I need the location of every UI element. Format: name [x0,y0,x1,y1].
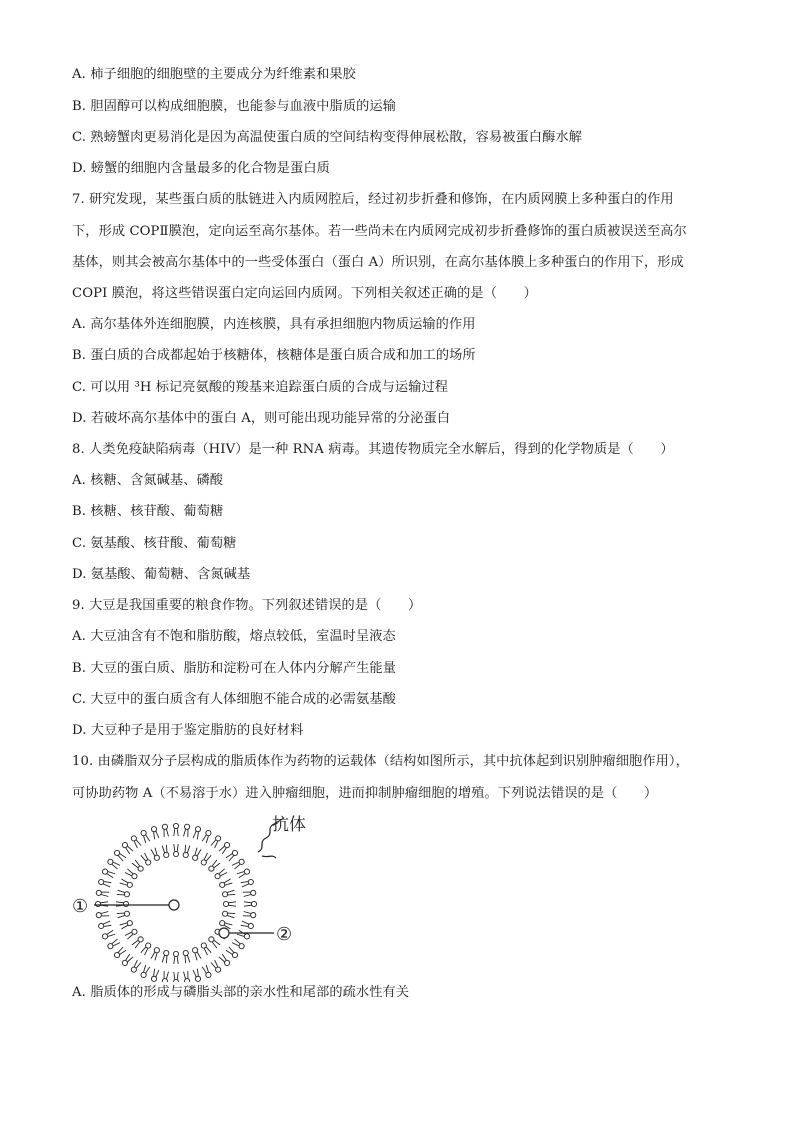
phospholipid-head [151,976,156,981]
phospholipid-head [141,972,146,977]
phospholipid-head [96,890,101,895]
phospholipid-head [173,823,178,828]
phospholipid-head [141,830,146,835]
phospholipid-head [146,860,151,865]
phospholipid-head [132,874,137,879]
phospholipid-head [162,824,167,829]
q8-option-b: B. 核糖、核苷酸、葡萄糖 [72,504,224,519]
phospholipid-head [193,948,198,953]
phospholipid-head [138,866,143,871]
q8-option-c: C. 氨基酸、核苷酸、葡萄糖 [72,536,237,551]
q7-stem-line-2: 下，形成 COPⅡ膜泡，定向运至高尔基体。若一些尚未在内质网完成初步折叠修饰的蛋白质被误送至高尔 [72,224,687,239]
phospholipid-head [154,948,159,953]
phospholipid-head [123,901,128,906]
phospholipid-head [162,979,167,982]
phospholipid-head [127,921,132,926]
phospholipid-head [185,824,190,829]
phospholipid-head [95,901,100,906]
phospholipid-head [195,827,200,832]
phospholipid-head [216,967,221,972]
phospholipid-head [224,842,229,847]
q10-stem-line-2: 可协助药物 A（不易溶于水）进入肿瘤细胞，进而抑制肿瘤细胞的增殖。下列说法错误的是（ ） [72,786,658,801]
phospholipid-head [232,850,237,855]
q7-stem-line-1: 7. 研究发现，某些蛋白质的肽链进入内质网腔后，经过初步折叠和修饰，在内质网膜上多种蛋白的作用 [72,192,674,207]
phospholipid-head [248,923,253,928]
phospholipid-head [132,929,137,934]
marker-2-dot [219,928,229,938]
phospholipid-head [154,855,159,860]
phospholipid-head [124,892,129,897]
q7-stem-line-4: COPI 膜泡，将这些错误蛋白定向运回内质网。下列相关叙述正确的是（ ） [72,286,537,301]
phospholipid-head [216,836,221,841]
q9-option-d: D. 大豆种子是用于鉴定脂肪的良好材料 [72,723,304,738]
phospholipid-head [122,842,127,847]
phospholipid-head [222,911,227,916]
q10-stem-line-1: 10. 由磷脂双分子层构成的脂质体作为药物的运载体（结构如图所示，其中抗体起到识别肿瘤细胞作用）， [72,754,689,769]
phospholipid-head [251,901,256,906]
q9-option-b: B. 大豆的蛋白质、脂肪和淀粉可在人体内分解产生能量 [72,661,396,676]
phospholipid-head [173,951,178,956]
phospholipid-head [201,860,206,865]
phospholipid-head [108,944,113,949]
q6-option-c: C. 熟螃蟹肉更易消化是因为高温使蛋白质的空间结构变得伸展松散，容易被蛋白酶水解 [72,130,582,145]
phospholipid-head [127,882,132,887]
phospholipid-head [99,879,104,884]
q8-option-d: D. 氨基酸、葡萄糖、含氮碱基 [72,567,251,582]
phospholipid-head [239,859,244,864]
liposome-diagram [72,812,312,982]
q10-option-a: A. 脂质体的形成与磷脂头部的亲水性和尾部的疏水性有关 [72,985,410,1000]
q6-option-d: D. 螃蟹的细胞内含量最多的化合物是蛋白质 [72,161,330,176]
phospholipid-head [193,855,198,860]
phospholipid-head [108,859,113,864]
phospholipid-head [215,874,220,879]
q7-stem-line-3: 基体，则其会被高尔基体中的一些受体蛋白（蛋白 A）所识别，在高尔基体膜上多种蛋白的作用下，形成 [72,255,684,270]
phospholipid-head [206,830,211,835]
phospholipid-head [209,866,214,871]
phospholipid-head [164,950,169,955]
phospholipid-head [232,952,237,957]
phospholipid-head [201,943,206,948]
phospholipid-head [131,836,136,841]
antibody-label: 抗体 [272,815,306,835]
phospholipid-head [96,913,101,918]
phospholipid-head [251,890,256,895]
q7-option-c: C. 可以用 ³H 标记亮氨酸的羧基来追踪蛋白质的合成与运输过程 [72,380,449,395]
phospholipid-head [151,827,156,832]
phospholipid-head [206,972,211,977]
phospholipid-head [173,851,178,856]
phospholipid-head [131,967,136,972]
q7-option-a: A. 高尔基体外连细胞膜，内连核膜，具有承担细胞内物质运输的作用 [72,317,476,332]
phospholipid-head [102,869,107,874]
phospholipid-head [114,952,119,957]
phospholipid-head [114,850,119,855]
q9-stem-line-1: 9. 大豆是我国重要的粮食作物。下列叙述错误的是（ ） [72,598,422,613]
phospholipid-head [146,943,151,948]
marker-1-label: ① [72,896,89,917]
phospholipid-head [220,921,225,926]
q9-option-c: C. 大豆中的蛋白质含有人体细胞不能合成的必需氨基酸 [72,692,396,707]
q8-stem-line-1: 8. 人类免疫缺陷病毒（HIV）是一种 RNA 病毒。其遗传物质完全水解后，得到的化学物质是（ ） [72,442,674,457]
q7-option-b: B. 蛋白质的合成都起始于核糖体，核糖体是蛋白质合成和加工的场所 [72,348,476,363]
marker-2-label: ② [276,924,293,945]
q6-option-b: B. 胆固醇可以构成细胞膜，也能参与血液中脂质的运输 [72,99,396,114]
q9-option-a: A. 大豆油含有不饱和脂肪酸，熔点较低，室温时呈液态 [72,629,396,644]
phospholipid-head [222,892,227,897]
phospholipid-head [122,960,127,965]
phospholipid-head [183,950,188,955]
phospholipid-head [248,879,253,884]
phospholipid-head [183,852,188,857]
q6-option-a: A. 柿子细胞的细胞壁的主要成分为纤维素和果胶 [72,67,356,82]
phospholipid-head [251,913,256,918]
phospholipid-head [220,882,225,887]
marker-1-dot [169,900,179,910]
phospholipid-head [224,960,229,965]
q7-option-d: D. 若破坏高尔基体中的蛋白 A，则可能出现功能异常的分泌蛋白 [72,411,451,426]
phospholipid-head [223,901,228,906]
phospholipid-head [185,979,190,982]
phospholipid-head [209,937,214,942]
phospholipid-head [173,979,178,982]
phospholipid-head [195,976,200,981]
phospholipid-head [244,934,249,939]
q8-option-a: A. 核糖、含氮碱基、磷酸 [72,473,224,488]
phospholipid-head [239,944,244,949]
phospholipid-head [164,852,169,857]
phospholipid-head [244,869,249,874]
phospholipid-head [124,911,129,916]
phospholipid-head [102,934,107,939]
antibody-icon [262,856,276,858]
phospholipid-head [138,937,143,942]
phospholipid-head [99,923,104,928]
